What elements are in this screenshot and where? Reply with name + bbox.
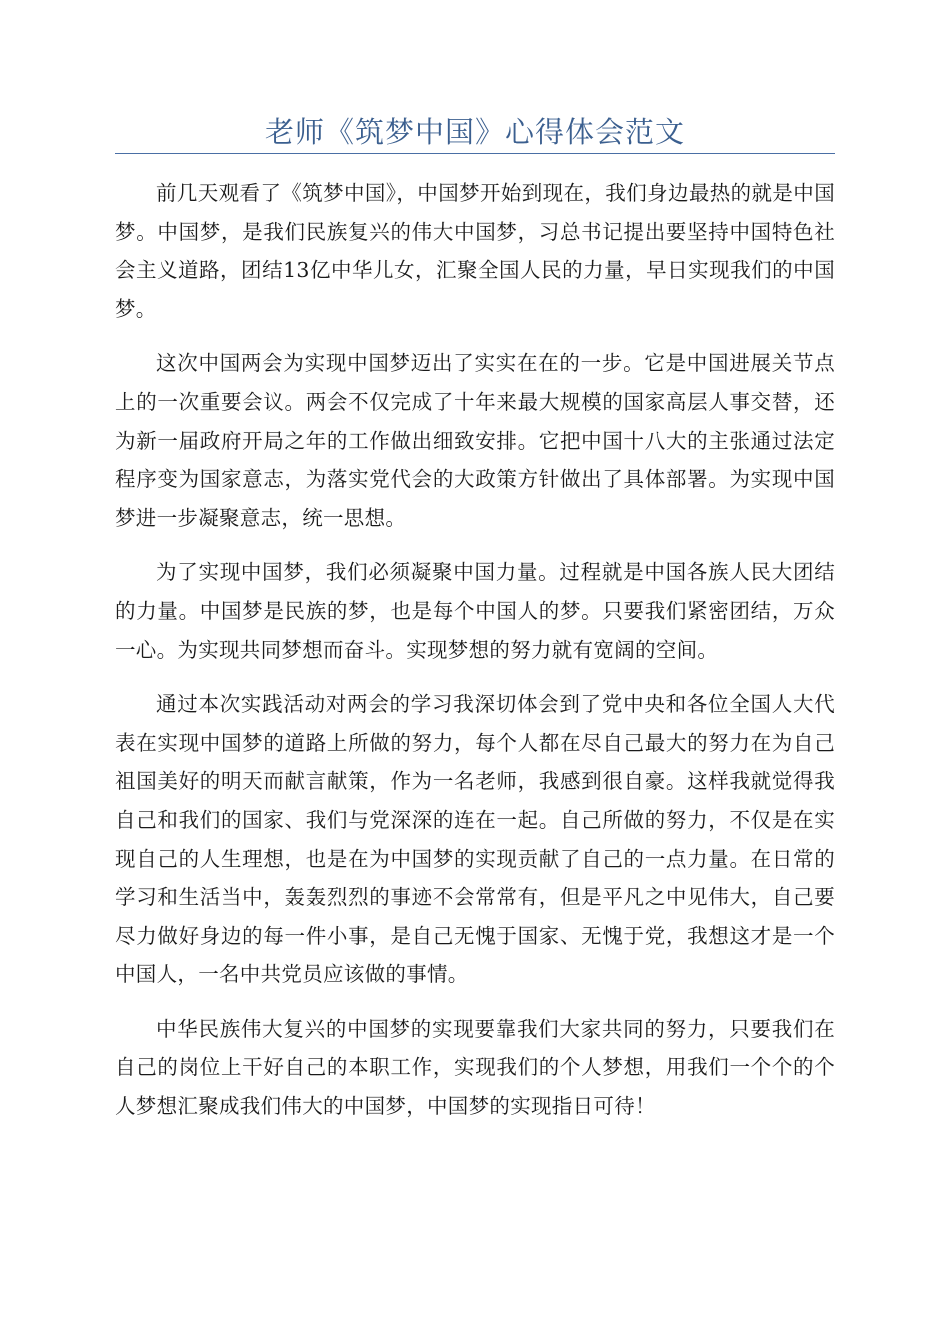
title-underline xyxy=(115,153,835,154)
paragraph-3: 为了实现中国梦，我们必须凝聚中国力量。过程就是中国各族人民大团结的力量。中国梦是民族的梦，也是每个中国人的梦。只要我们紧密团结，万众一心。为实现共同梦想而奋斗。实现梦想的努力就有宽阔的空间。 xyxy=(115,560,835,662)
document-body xyxy=(115,174,835,1142)
paragraph-4: 通过本次实践活动对两会的学习我深切体会到了党中央和各位全国人大代表在实现中国梦的道路上所做的努力，每个人都在尽自己最大的努力在为自己祖国美好的明天而献言献策，作为一名老师，我感到很自豪。这样我就觉得我自己和我们的国家、我们与党深深的连在一起。自己所做的努力，不仅是在实现自己的人生理想，也是在为中国梦的实现贡献了自己的一点力量。在日常的学习和生活当中，轰轰烈烈的事迹不会常常有，但是平凡之中见伟大，自己要尽力做好身边的每一件小事，是自己无愧于国家、无愧于党，我想这才是一个中国人，一名中共党员应该做的事情。 xyxy=(115,692,835,987)
paragraph-5: 中华民族伟大复兴的中国梦的实现要靠我们大家共同的努力，只要我们在自己的岗位上干好自己的本职工作，实现我们的个人梦想，用我们一个个的个人梦想汇聚成我们伟大的中国梦，中国梦的实现指日可待！ xyxy=(115,1016,835,1119)
paragraph-1: 前几天观看了《筑梦中国》，中国梦开始到现在，我们身边最热的就是中国梦。中国梦，是我们民族复兴的伟大中国梦，习总书记提出要坚持中国特色社会主义道路，团结13亿中华儿女，汇聚全国人民的力量，早日实现我们的中国梦。 xyxy=(115,181,835,321)
document-title: 老师《筑梦中国》心得体会范文 xyxy=(264,115,685,149)
paragraph-2: 这次中国两会为实现中国梦迈出了实实在在的一步。它是中国进展关节点上的一次重要会议。两会不仅完成了十年来最大规模的国家高层人事交替，还为新一届政府开局之年的工作做出细致安排。它把中国十八大的主张通过法定程序变为国家意志，为落实党代会的大政策方针做出了具体部署。为实现中国梦进一步凝聚意志，统一思想。 xyxy=(115,351,835,530)
